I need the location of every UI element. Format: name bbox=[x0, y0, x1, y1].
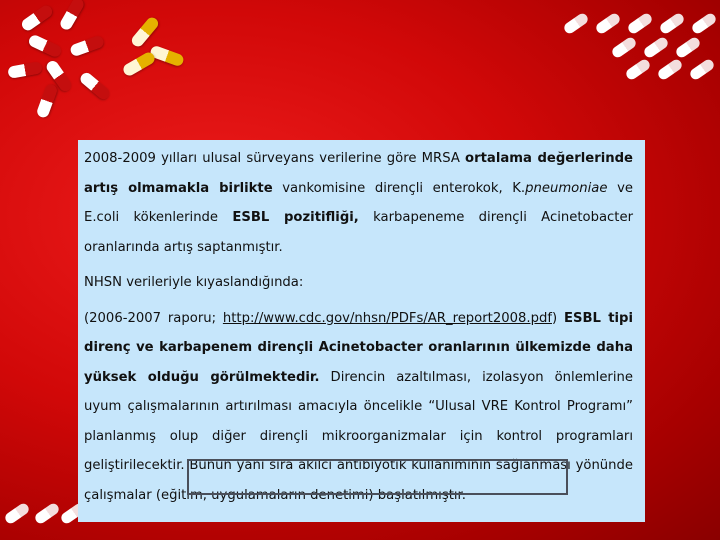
text-italic: pneumoniae bbox=[525, 180, 608, 196]
stripe-pills-decoration bbox=[555, 0, 720, 90]
pill-icon bbox=[624, 58, 652, 82]
pill-icon bbox=[610, 36, 638, 60]
pills-decoration bbox=[0, 0, 200, 130]
pill-icon bbox=[626, 12, 654, 36]
paragraph-nhsn-heading: NHSN verileriyle kıyaslandığında: bbox=[84, 275, 304, 290]
pill-icon bbox=[3, 502, 31, 526]
capsule-icon bbox=[121, 50, 156, 77]
text-segment: ve E.coli kökenlerinde bbox=[84, 180, 633, 225]
capsule-icon bbox=[27, 33, 63, 58]
pill-icon bbox=[594, 12, 622, 36]
stripe-pills-decoration bbox=[0, 490, 90, 540]
pill-icon bbox=[656, 58, 684, 82]
text-segment: ) bbox=[551, 310, 564, 326]
text-bold: ESBL pozitifliği, bbox=[232, 210, 359, 225]
pill-icon bbox=[642, 36, 670, 60]
pill-icon bbox=[658, 12, 686, 36]
paragraph-surveillance bbox=[84, 144, 633, 262]
text-bold: ortalama değerlerinde artış olmamakla birlikte bbox=[84, 151, 633, 196]
text-segment: (2006-2007 raporu; bbox=[84, 310, 223, 326]
text-segment: vankomisine dirençli enterokok, K. bbox=[272, 180, 526, 196]
highlight-box bbox=[187, 459, 568, 495]
pill-icon bbox=[674, 36, 702, 60]
text-bold: ESBL tipi direnç ve karbapenem dirençli Acinetobacter oranlarının ülkemizde daha yüksek olduğu görülmektedir. bbox=[84, 310, 634, 385]
capsule-icon bbox=[78, 70, 112, 101]
report-link[interactable]: http://www.cdc.gov/nhsn/PDFs/AR_report2008.pdf bbox=[222, 310, 552, 326]
text-segment: karbapeneme dirençli Acinetobacter oranlarında artış saptanmıştır. bbox=[84, 210, 633, 255]
capsule-icon bbox=[129, 15, 160, 49]
pill-icon bbox=[690, 12, 718, 36]
text-segment: 2008-2009 yılları ulusal sürveyans verilerine göre MRSA bbox=[84, 151, 466, 166]
pill-icon bbox=[562, 12, 590, 36]
capsule-icon bbox=[20, 3, 55, 32]
pill-icon bbox=[688, 58, 716, 82]
capsule-icon bbox=[7, 61, 43, 79]
capsule-icon bbox=[36, 83, 59, 119]
capsule-icon bbox=[58, 0, 85, 32]
capsule-icon bbox=[69, 35, 105, 58]
text-segment: Direncin azaltılması, izolasyon önlemlerine uyum çalışmalarının artırılması amacıyla öncelikle “Ulusal VRE Kontrol Programı” planlanmış olup diğer dirençli mikroorganizmalar için kontrol programları geliştirilecektir. Bunun yanı sıra akılcı antibiyotik kullanımının sağlanması yönünde çalışmalar (eğitim, uygulamaların denetimi) başlatılmıştır. bbox=[84, 369, 633, 503]
pill-icon bbox=[33, 502, 61, 526]
